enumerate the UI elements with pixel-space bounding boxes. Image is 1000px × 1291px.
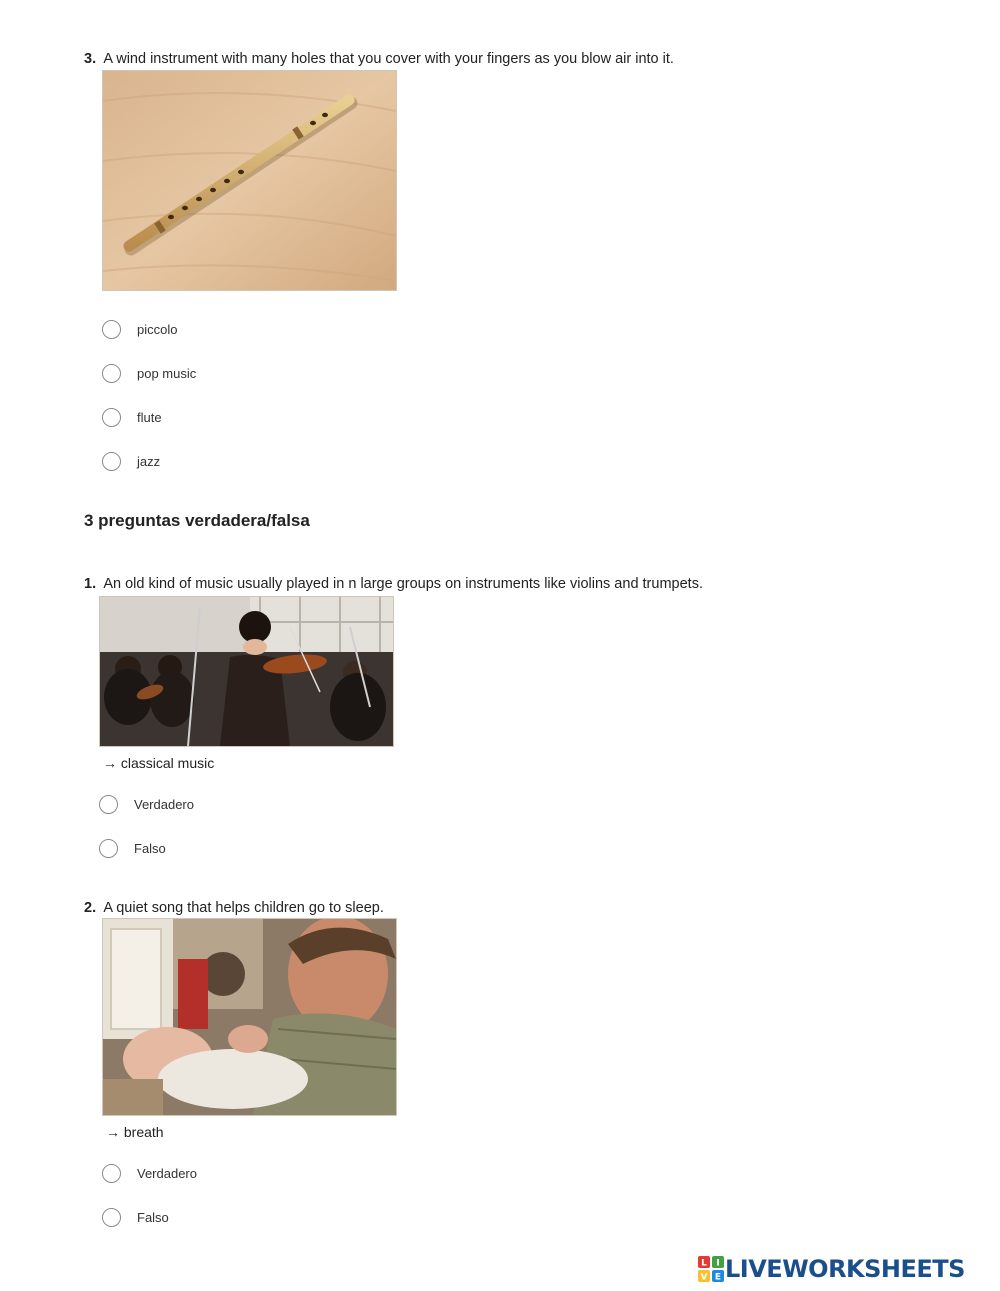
option-pop-music[interactable]: [102, 361, 196, 385]
logo-text: LIVEWORKSHEETS: [725, 1255, 965, 1283]
logo-letter: I: [716, 1258, 720, 1269]
question-number: 1.: [84, 576, 97, 592]
option-label: jazz: [137, 453, 161, 469]
radio-button[interactable]: [102, 320, 121, 339]
option-flute[interactable]: [102, 405, 162, 429]
liveworksheets-logo: [698, 1255, 965, 1283]
logo-letter: E: [714, 1272, 722, 1282]
orchestra-photo: [100, 597, 393, 746]
radio-button[interactable]: [99, 839, 118, 858]
question-3-text: [84, 51, 674, 67]
option-falso[interactable]: [102, 1205, 169, 1229]
flute-image: [102, 70, 397, 291]
radio-button[interactable]: [102, 1164, 121, 1183]
logo-letter: L: [701, 1258, 707, 1269]
answer-hint: → classical music: [103, 755, 215, 771]
radio-button[interactable]: [99, 795, 118, 814]
option-label: Falso: [137, 1209, 169, 1225]
question-number: 3.: [84, 51, 97, 67]
option-verdadero[interactable]: [102, 1161, 197, 1185]
option-jazz[interactable]: [102, 449, 160, 473]
option-label: Verdadero: [134, 796, 194, 812]
tf-question-2-text: [84, 900, 384, 916]
option-label: piccolo: [137, 321, 178, 337]
option-piccolo[interactable]: [102, 317, 177, 341]
question-prompt: A quiet song that helps children go to sleep.: [103, 900, 384, 916]
flute-photo: [103, 71, 396, 290]
lullaby-image: [102, 918, 397, 1116]
radio-button[interactable]: [102, 408, 121, 427]
tf-question-1-text: [84, 576, 703, 592]
question-number: 2.: [84, 900, 97, 916]
section-title: 3 preguntas verdadera/falsa: [84, 511, 310, 530]
radio-button[interactable]: [102, 452, 121, 471]
answer-hint: → breath: [106, 1124, 164, 1140]
option-label: flute: [137, 409, 162, 425]
option-falso[interactable]: [99, 836, 166, 860]
option-label: Verdadero: [137, 1165, 197, 1181]
option-verdadero[interactable]: [99, 792, 194, 816]
orchestra-image: [99, 596, 394, 747]
question-prompt: A wind instrument with many holes that you cover with your fingers as you blow air into it.: [103, 51, 674, 67]
question-prompt: An old kind of music usually played in n large groups on instruments like violins and trumpets.: [103, 576, 703, 592]
logo-blocks-icon: [698, 1256, 724, 1282]
option-label: pop music: [137, 365, 197, 381]
radio-button[interactable]: [102, 364, 121, 383]
option-label: Falso: [134, 840, 166, 856]
radio-button[interactable]: [102, 1208, 121, 1227]
logo-letter: V: [700, 1272, 708, 1282]
father-baby-photo: [103, 919, 396, 1115]
